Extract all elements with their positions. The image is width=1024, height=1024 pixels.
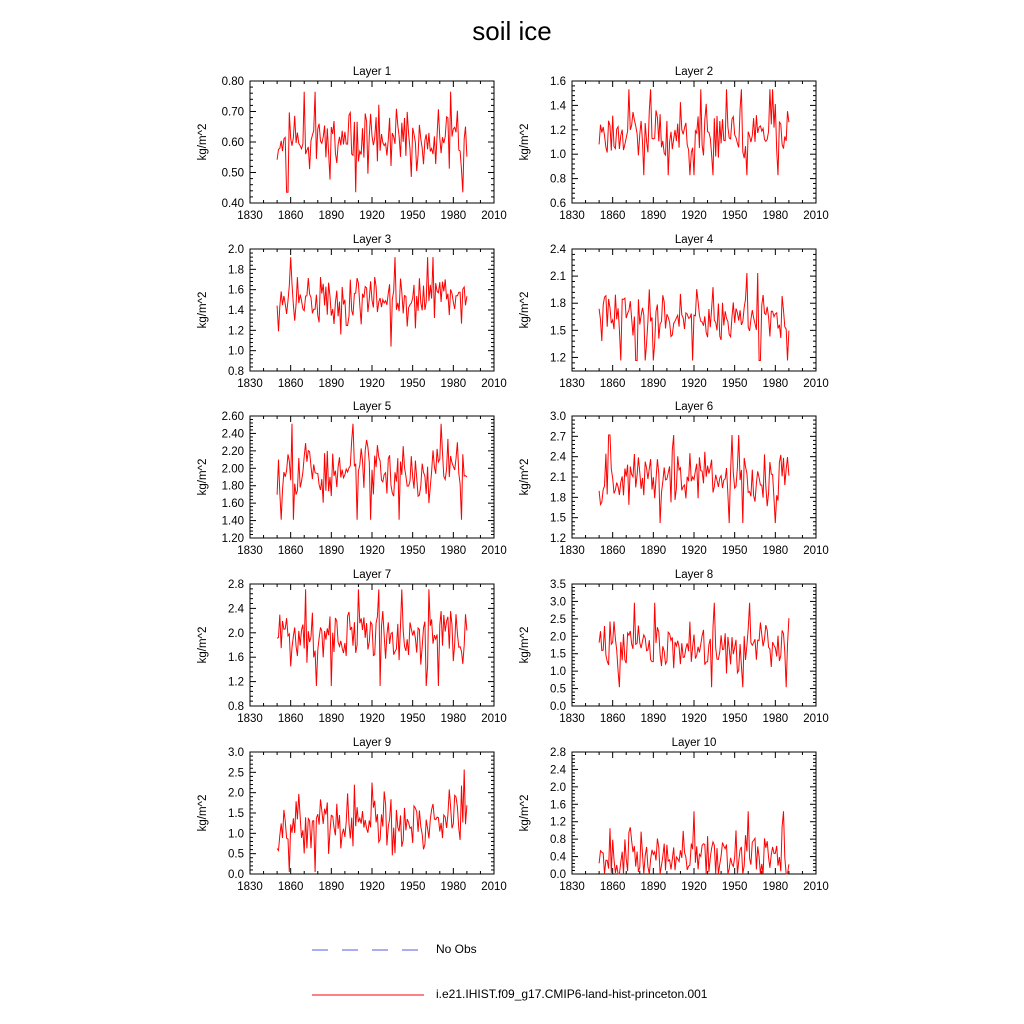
y-axis-label: kg/m^2 xyxy=(197,291,209,329)
y-tick-label: 2.7 xyxy=(550,431,566,444)
x-tick-label: 1950 xyxy=(399,713,426,725)
figure-title: soil ice xyxy=(472,16,552,46)
y-tick-label: 0.60 xyxy=(221,137,244,149)
x-tick-label: 1890 xyxy=(640,881,667,893)
legend-label-2: i.e21.IHIST.f09_g17.CMIP6-land-hist-princeton.001 xyxy=(436,987,708,1001)
y-axis-label: kg/m^2 xyxy=(519,291,531,329)
chart-title: Layer 1 xyxy=(352,66,392,78)
x-tick-label: 1980 xyxy=(440,378,467,390)
x-tick-label: 1950 xyxy=(721,545,748,557)
x-tick-label: 2010 xyxy=(481,881,507,893)
chart-title: Layer 6 xyxy=(674,401,714,413)
y-tick-label: 1.8 xyxy=(550,492,566,505)
y-tick-label: 1.8 xyxy=(550,298,566,311)
x-tick-label: 1830 xyxy=(237,545,263,557)
y-tick-label: 3.0 xyxy=(550,596,566,609)
y-tick-label: 2.5 xyxy=(228,767,244,780)
chart-title: Layer 2 xyxy=(674,66,714,78)
y-tick-label: 2.20 xyxy=(221,445,244,458)
y-tick-label: 1.6 xyxy=(228,284,244,297)
x-tick-label: 1830 xyxy=(559,881,585,893)
y-tick-label: 1.60 xyxy=(221,498,244,511)
y-tick-label: 1.2 xyxy=(550,816,566,829)
x-tick-label: 1950 xyxy=(399,881,426,893)
x-tick-label: 1830 xyxy=(237,713,263,725)
y-tick-label: 1.2 xyxy=(228,325,244,338)
x-tick-label: 1860 xyxy=(599,378,626,390)
x-tick-label: 1980 xyxy=(762,713,789,725)
y-tick-label: 3.0 xyxy=(228,747,244,759)
legend-label-1: No Obs xyxy=(436,942,477,956)
x-tick-label: 1860 xyxy=(599,210,626,222)
y-tick-label: 2.00 xyxy=(221,463,244,476)
x-tick-label: 1890 xyxy=(318,545,345,557)
x-tick-label: 1920 xyxy=(359,545,385,557)
y-axis-label: kg/m^2 xyxy=(519,626,531,664)
y-tick-label: 1.5 xyxy=(550,325,566,338)
y-tick-label: 2.8 xyxy=(228,579,244,591)
x-tick-label: 1980 xyxy=(762,210,789,222)
x-tick-label: 1920 xyxy=(681,378,707,390)
y-axis-label: kg/m^2 xyxy=(519,123,531,161)
x-tick-label: 1950 xyxy=(721,713,748,725)
x-tick-label: 1980 xyxy=(440,545,467,557)
y-tick-label: 2.0 xyxy=(228,627,244,640)
chart-title: Layer 8 xyxy=(674,569,714,581)
y-tick-label: 1.40 xyxy=(221,515,244,528)
y-tick-label: 3.0 xyxy=(550,411,566,423)
y-axis-label: kg/m^2 xyxy=(197,794,209,832)
y-tick-label: 1.6 xyxy=(228,652,244,665)
x-tick-label: 1950 xyxy=(399,378,426,390)
y-tick-label: 2.0 xyxy=(550,631,566,644)
y-tick-label: 0.8 xyxy=(550,834,566,847)
x-tick-label: 1980 xyxy=(440,713,467,725)
y-tick-label: 1.6 xyxy=(550,799,566,812)
x-tick-label: 2010 xyxy=(481,210,507,222)
x-tick-label: 1860 xyxy=(599,881,626,893)
x-tick-label: 1980 xyxy=(762,881,789,893)
y-tick-label: 2.4 xyxy=(228,603,244,616)
y-tick-label: 0.8 xyxy=(228,701,244,713)
x-tick-label: 1890 xyxy=(318,713,345,725)
x-tick-label: 2010 xyxy=(481,713,507,725)
y-tick-label: 0.80 xyxy=(221,76,244,88)
x-tick-label: 1950 xyxy=(721,210,748,222)
y-tick-label: 1.6 xyxy=(550,76,566,88)
y-tick-label: 1.0 xyxy=(228,345,244,358)
y-tick-label: 2.5 xyxy=(550,613,566,626)
x-tick-label: 1830 xyxy=(559,713,585,725)
x-tick-label: 1890 xyxy=(640,545,667,557)
y-tick-label: 1.4 xyxy=(550,100,566,113)
x-tick-label: 2010 xyxy=(803,713,829,725)
x-tick-label: 1920 xyxy=(359,713,385,725)
y-axis-label: kg/m^2 xyxy=(197,123,209,161)
y-tick-label: 0.70 xyxy=(221,106,244,119)
y-tick-label: 2.8 xyxy=(550,747,566,759)
y-tick-label: 1.20 xyxy=(221,533,244,545)
x-tick-label: 1890 xyxy=(640,713,667,725)
x-tick-label: 1830 xyxy=(559,545,585,557)
y-tick-label: 1.0 xyxy=(550,666,566,679)
y-tick-label: 2.60 xyxy=(221,411,244,423)
x-tick-label: 1830 xyxy=(237,210,263,222)
x-tick-label: 1860 xyxy=(277,545,304,557)
x-tick-label: 1860 xyxy=(277,210,304,222)
y-tick-label: 1.5 xyxy=(550,648,566,661)
x-tick-label: 1980 xyxy=(762,378,789,390)
y-tick-label: 0.4 xyxy=(550,851,566,864)
y-tick-label: 0.0 xyxy=(550,701,566,713)
y-tick-label: 0.5 xyxy=(550,683,566,696)
y-tick-label: 2.40 xyxy=(221,428,244,441)
y-tick-label: 2.1 xyxy=(550,472,566,484)
y-tick-label: 2.0 xyxy=(228,244,244,256)
chart-title: Layer 4 xyxy=(674,234,714,246)
y-tick-label: 0.5 xyxy=(228,848,244,861)
y-tick-label: 1.4 xyxy=(228,305,244,317)
y-tick-label: 1.80 xyxy=(221,480,244,493)
y-tick-label: 1.0 xyxy=(228,828,244,841)
x-tick-label: 1950 xyxy=(721,881,748,893)
x-tick-label: 1950 xyxy=(399,545,426,557)
y-tick-label: 1.0 xyxy=(550,149,566,162)
y-tick-label: 0.40 xyxy=(221,198,244,210)
y-tick-label: 2.4 xyxy=(550,451,566,464)
y-tick-label: 0.0 xyxy=(228,869,244,881)
y-tick-label: 1.2 xyxy=(550,533,566,545)
x-tick-label: 1920 xyxy=(681,713,707,725)
x-tick-label: 1830 xyxy=(559,210,585,222)
chart-title: Layer 3 xyxy=(352,234,392,246)
x-tick-label: 1830 xyxy=(237,378,263,390)
x-tick-label: 1860 xyxy=(599,545,626,557)
chart-title: Layer 7 xyxy=(352,569,392,581)
x-tick-label: 1920 xyxy=(359,378,385,390)
x-tick-label: 2010 xyxy=(481,545,507,557)
y-tick-label: 1.8 xyxy=(228,264,244,277)
x-tick-label: 1890 xyxy=(318,881,345,893)
x-tick-label: 1890 xyxy=(640,378,667,390)
y-axis-label: kg/m^2 xyxy=(197,626,209,664)
y-axis-label: kg/m^2 xyxy=(519,794,531,832)
y-tick-label: 2.4 xyxy=(550,764,566,777)
x-tick-label: 1920 xyxy=(359,881,385,893)
x-tick-label: 1920 xyxy=(681,545,707,557)
x-tick-label: 2010 xyxy=(803,545,829,557)
x-tick-label: 1920 xyxy=(681,881,707,893)
y-tick-label: 1.2 xyxy=(550,124,566,137)
x-tick-label: 1860 xyxy=(599,713,626,725)
x-tick-label: 1860 xyxy=(277,378,304,390)
y-tick-label: 0.6 xyxy=(550,198,566,210)
chart-title: Layer 5 xyxy=(352,401,392,413)
x-tick-label: 1860 xyxy=(277,881,304,893)
x-tick-label: 1980 xyxy=(440,210,467,222)
y-tick-label: 2.0 xyxy=(228,787,244,800)
x-tick-label: 2010 xyxy=(803,378,829,390)
y-tick-label: 0.0 xyxy=(550,869,566,881)
y-tick-label: 0.8 xyxy=(228,366,244,378)
y-tick-label: 1.5 xyxy=(228,808,244,820)
x-tick-label: 1920 xyxy=(681,210,707,222)
x-tick-label: 2010 xyxy=(481,378,507,390)
y-tick-label: 2.0 xyxy=(550,781,566,794)
y-tick-label: 2.4 xyxy=(550,244,566,256)
y-tick-label: 0.8 xyxy=(550,173,566,186)
x-tick-label: 1890 xyxy=(318,378,345,390)
x-tick-label: 1890 xyxy=(318,210,345,222)
y-tick-label: 1.5 xyxy=(550,512,566,525)
x-tick-label: 2010 xyxy=(803,210,829,222)
y-tick-label: 0.50 xyxy=(221,167,244,180)
x-tick-label: 1980 xyxy=(440,881,467,893)
y-axis-label: kg/m^2 xyxy=(197,458,209,496)
y-tick-label: 1.2 xyxy=(228,676,244,689)
x-tick-label: 2010 xyxy=(803,881,829,893)
y-axis-label: kg/m^2 xyxy=(519,458,531,496)
x-tick-label: 1950 xyxy=(399,210,426,222)
x-tick-label: 1980 xyxy=(762,545,789,557)
y-tick-label: 3.5 xyxy=(550,579,566,591)
x-tick-label: 1830 xyxy=(559,378,585,390)
chart-title: Layer 9 xyxy=(352,737,392,749)
x-tick-label: 1890 xyxy=(640,210,667,222)
x-tick-label: 1830 xyxy=(237,881,263,893)
chart-title: Layer 10 xyxy=(671,737,717,749)
x-tick-label: 1860 xyxy=(277,713,304,725)
x-tick-label: 1920 xyxy=(359,210,385,222)
x-tick-label: 1950 xyxy=(721,378,748,390)
y-tick-label: 1.2 xyxy=(550,352,566,365)
y-tick-label: 2.1 xyxy=(550,271,566,284)
